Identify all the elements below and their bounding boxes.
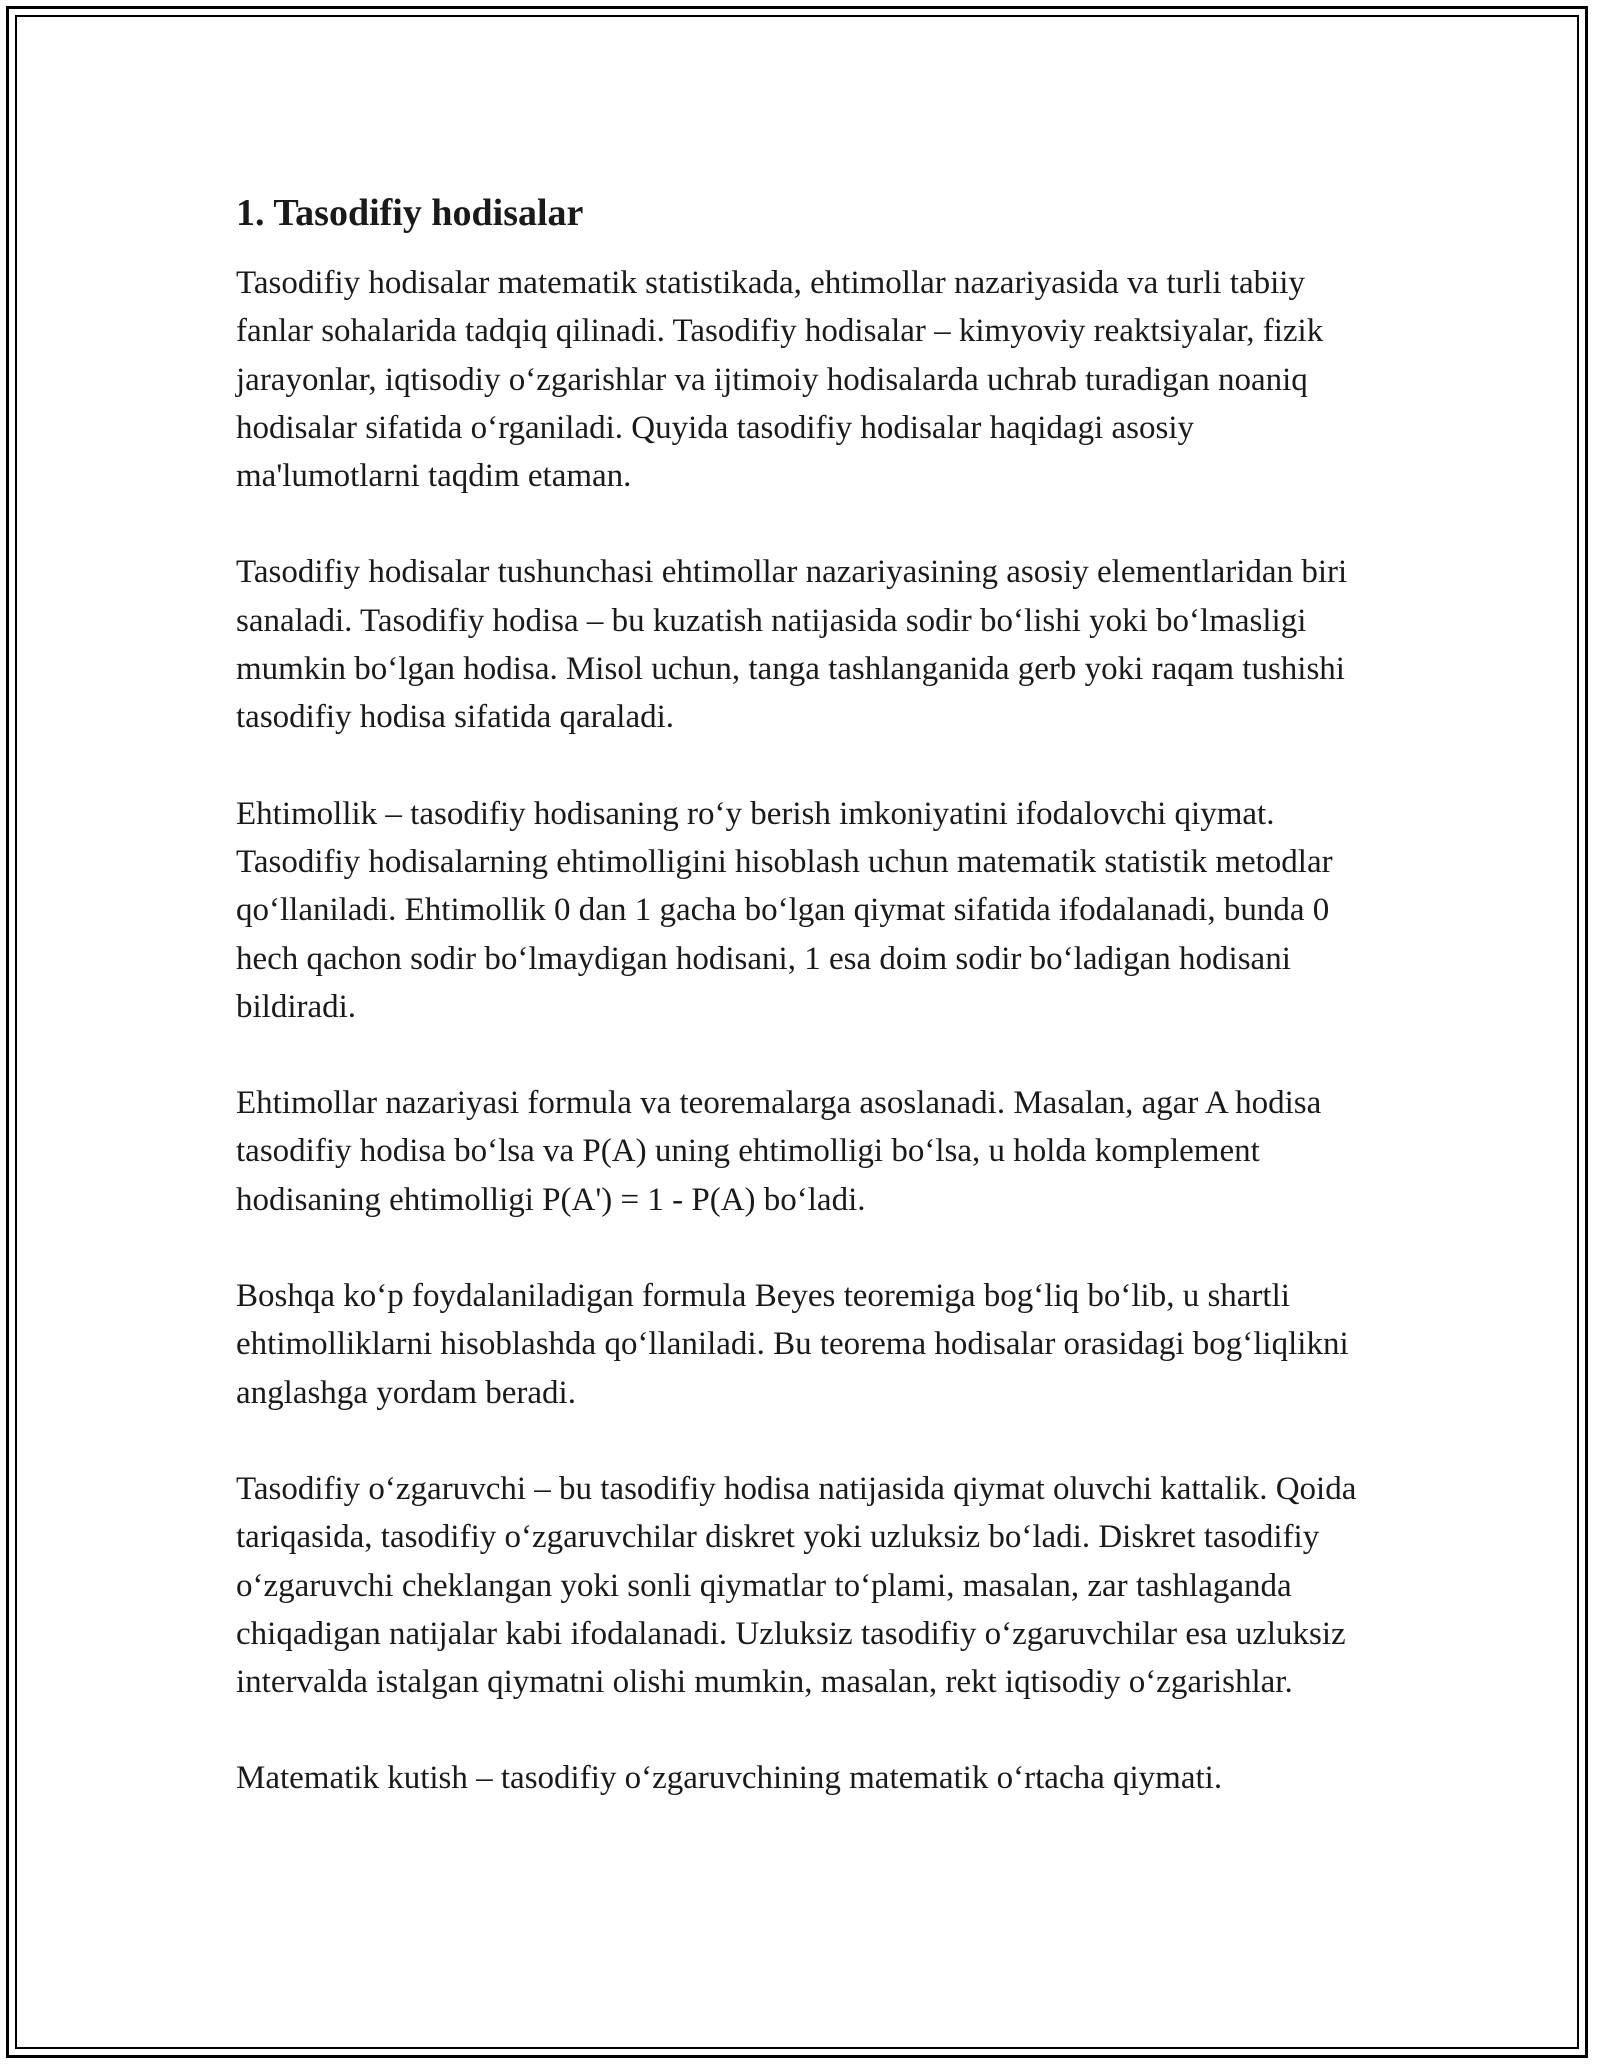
paragraph-intro: Tasodifiy hodisalar matematik statistikada, ehtimollar nazariyasida va turli tabiiy fanlar sohalarida tadqiq qilinadi. Tasodifiy hodisalar – kimyoviy reaktsiyalar, fizik jarayonlar, iqtisodiy o‘zgarishlar va ijtimoiy hodisalarda uchrab turadigan noaniq hodisalar sifatida o‘rganiladi. Quyida tasodifiy hodisalar haqidagi asosiy ma'lumotlarni taqdim etaman. bbox=[236, 265, 1324, 495]
paragraph-probability: Ehtimollik – tasodifiy hodisaning ro‘y berish imkoniyatini ifodalovchi qiymat. Tasodifiy hodisalarning ehtimolligini hisoblash uchun matematik statistik metodlar qo‘llaniladi. Ehtimollik 0 dan 1 gacha bo‘lgan qiymat sifatida ifodalanadi, bunda 0 hech qachon sodir bo‘lmaydigan hodisani, 1 esa doim sodir bo‘ladigan hodisani bildiradi. bbox=[236, 795, 1333, 1025]
paragraph-complement: Ehtimollar nazariyasi formula va teoremalarga asoslanadi. Masalan, agar A hodisa tasodifiy hodisa bo‘lsa va P(A) uning ehtimolligi bo‘lsa, u holda komplement hodisaning ehtimolligi P(A') = 1 - P(A) bo‘ladi. bbox=[236, 1085, 1322, 1218]
paragraph-concept: Tasodifiy hodisalar tushunchasi ehtimollar nazariyasining asosiy elementlaridan biri sanaladi. Tasodifiy hodisa – bu kuzatish natijasida sodir bo‘lishi yoki bo‘lmasligi mumkin bo‘lgan hodisa. Misol uchun, tanga tashlanganida gerb yoki raqam tushishi tasodifiy hodisa sifatida qaraladi. bbox=[236, 554, 1348, 736]
paragraph-expectation: Matematik kutish – tasodifiy o‘zgaruvchining matematik o‘rtacha qiymati. bbox=[236, 1760, 1223, 1797]
document-body bbox=[236, 185, 1366, 1851]
section-heading: 1. Tasodifiy hodisalar bbox=[236, 192, 584, 234]
paragraph-random-variable: Tasodifiy o‘zgaruvchi – bu tasodifiy hodisa natijasida qiymat oluvchi kattalik. Qoida tariqasida, tasodifiy o‘zgaruvchilar diskret yoki uzluksiz bo‘ladi. Diskret tasodifiy o‘zgaruvchi cheklangan yoki sonli qiymatlar to‘plami, masalan, zar tashlaganda chiqadigan natijalar kabi ifodalanadi. Uzluksiz tasodifiy o‘zgaruvchilar esa uzluksiz intervalda istalgan qiymatni olishi mumkin, masalan, rekt iqtisodiy o‘zgarishlar. bbox=[236, 1470, 1357, 1701]
paragraph-bayes: Boshqa ko‘p foydalaniladigan formula Beyes teoremiga bog‘liq bo‘lib, u shartli ehtimolliklarni hisoblashda qo‘llaniladi. Bu teorema hodisalar orasidagi bog‘liqlikni anglashga yordam beradi. bbox=[236, 1278, 1349, 1411]
